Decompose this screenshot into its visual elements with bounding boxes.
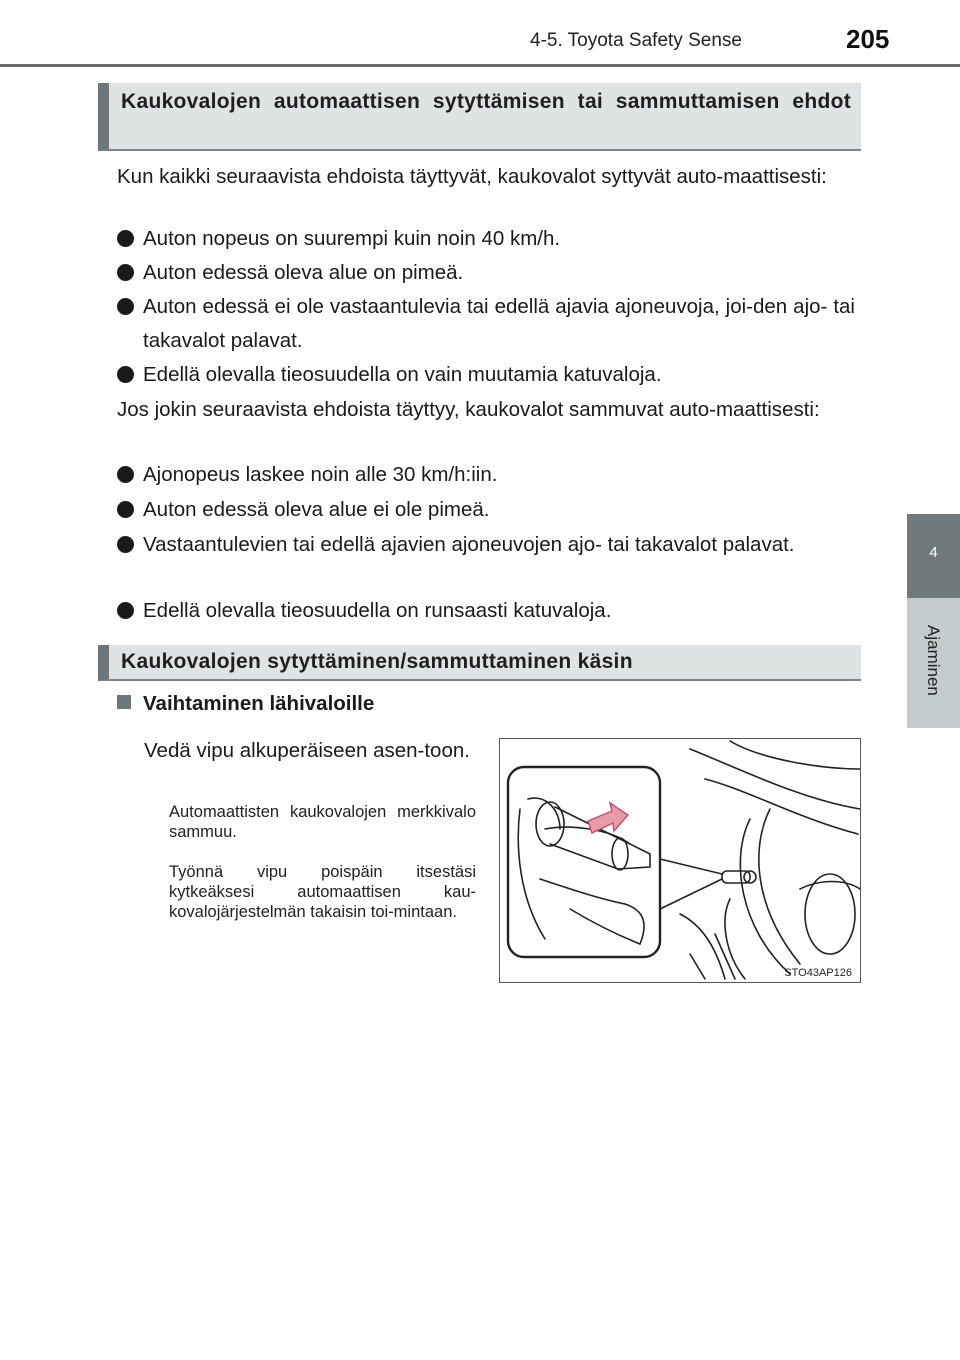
- page-number: 205: [846, 24, 890, 54]
- bullet-dot-icon: [117, 602, 134, 619]
- off-condition-text: Vastaantulevien tai edellä ajavien ajoneuvojen ajo- tai takavalot palavat.: [143, 533, 795, 556]
- header-rule: [0, 64, 960, 67]
- intro-off-paragraph: Jos jokin seuraavista ehdoista täyttyy, kaukovalot sammuvat auto-maattisesti:: [117, 398, 820, 421]
- chapter-tab-number: 4: [929, 544, 938, 561]
- bullet-dot-icon: [117, 501, 134, 518]
- on-condition-text: Edellä olevalla tieosuudella on vain muutamia katuvaloja.: [143, 363, 662, 386]
- intro-on-paragraph: Kun kaikki seuraavista ehdoista täyttyvät, kaukovalot syttyvät auto-maattisesti:: [117, 165, 827, 188]
- off-condition-text: Ajonopeus laskee noin alle 30 km/h:iin.: [143, 463, 498, 486]
- off-condition-text: Auton edessä oleva alue ei ole pimeä.: [143, 498, 490, 521]
- bullet-dot-icon: [117, 264, 134, 281]
- on-condition-item: [117, 222, 855, 256]
- bullet-dot-icon: [117, 298, 134, 315]
- square-bullet-icon: [117, 695, 131, 709]
- bullet-dot-icon: [117, 466, 134, 483]
- off-condition-text: Edellä olevalla tieosuudella on runsaasti katuvaloja.: [143, 599, 612, 622]
- on-condition-text: Auton edessä ei ole vastaantulevia tai edellä ajavia ajoneuvoja, joi-den ajo- tai takavalot palavat.: [143, 295, 855, 352]
- bullet-dot-icon: [117, 230, 134, 247]
- off-condition-item: [117, 528, 855, 562]
- on-condition-item: [117, 290, 855, 358]
- on-condition-item: [117, 256, 855, 290]
- on-condition-text: Auton edessä oleva alue on pimeä.: [143, 261, 464, 284]
- figure-code: STO43AP126: [784, 967, 852, 979]
- steering-lever-illustration: [500, 739, 861, 983]
- off-condition-item: [117, 594, 855, 628]
- subheading: [117, 692, 374, 716]
- off-condition-item: [117, 493, 855, 527]
- figure-lever-illustration: [499, 738, 861, 983]
- note-push-lever: Työnnä vipu poispäin itsestäsi kytkeäksesi automaattisen kau-kovalojärjestelmän takaisin toi-mintaan.: [169, 863, 476, 921]
- section-heading-auto-conditions: Kaukovalojen automaattisen sytyttämisen tai sammuttamisen ehdot: [98, 83, 861, 151]
- bullet-dot-icon: [117, 536, 134, 553]
- subheading-text: Vaihtaminen lähivaloille: [143, 692, 375, 715]
- chapter-tab: [907, 514, 960, 598]
- page-header-section: 4-5. Toyota Safety Sense: [530, 30, 742, 51]
- on-condition-item: [117, 358, 855, 392]
- section-heading-manual: Kaukovalojen sytyttäminen/sammuttaminen käsin: [98, 645, 861, 681]
- on-condition-text: Auton nopeus on suurempi kuin noin 40 km/h.: [143, 227, 561, 250]
- off-condition-item: [117, 458, 855, 492]
- note-indicator-off: Automaattisten kaukovalojen merkkivalo sammuu.: [169, 803, 476, 841]
- chapter-tab-label: Ajaminen: [924, 625, 943, 696]
- instruction-text: Vedä vipu alkuperäiseen asen-toon.: [144, 739, 470, 762]
- bullet-dot-icon: [117, 366, 134, 383]
